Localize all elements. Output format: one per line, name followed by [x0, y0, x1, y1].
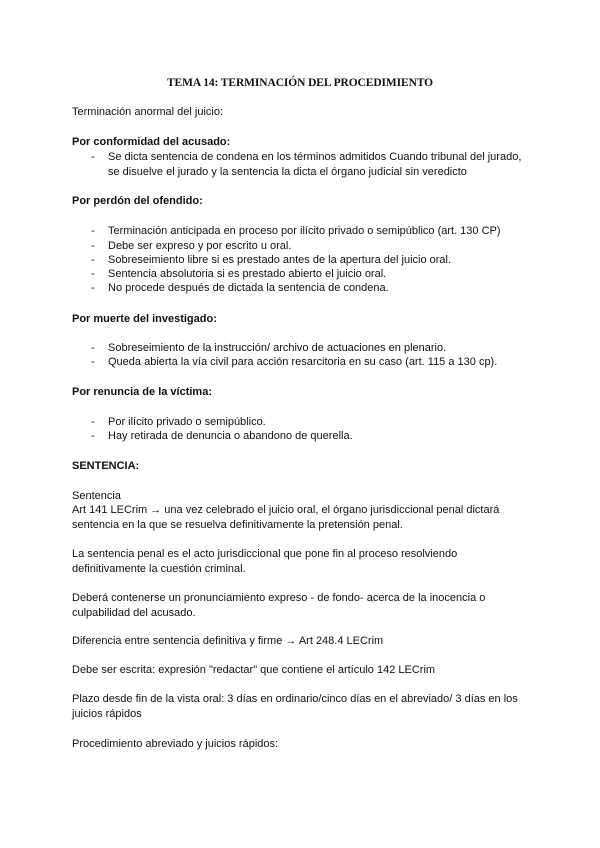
- list-item-text: Terminación anticipada en proceso por ilícito privado o semipúblico (art. 130 CP): [108, 225, 501, 237]
- list-item-text: Sobreseimiento de la instrucción/ archivo de actuaciones en plenario.: [108, 342, 447, 354]
- list-dash: -: [91, 416, 95, 428]
- paragraph: Procedimiento abreviado y juicios rápidos:: [72, 738, 279, 750]
- paragraph: Diferencia entre sentencia definitiva y firme → Art 248.4 LECrim: [72, 635, 384, 647]
- list-item: [91, 267, 536, 282]
- list-dash: -: [91, 356, 95, 368]
- heading-renuncia: Por renuncia de la víctima:: [72, 386, 212, 398]
- list-item-text: Sobreseimiento libre si es prestado antes de la apertura del juicio oral.: [108, 254, 452, 266]
- list-dash: -: [91, 254, 95, 266]
- heading-perdon: Por perdón del ofendido:: [72, 195, 203, 207]
- list-dash: -: [91, 430, 95, 442]
- list-item-text: Por ilícito privado o semipúblico.: [108, 416, 266, 428]
- list-item: [91, 150, 536, 180]
- intro-text: Terminación anormal del juicio:: [72, 106, 224, 118]
- list-item-text: Hay retirada de denuncia o abandono de querella.: [108, 430, 353, 442]
- paragraph: Deberá contenerse un pronunciamiento expreso - de fondo- acerca de la inocencia o culpabilidad del acusado.: [72, 592, 486, 619]
- paragraph: Art 141 LECrim → una vez celebrado el juicio oral, el órgano jurisdiccional penal dictará sentencia en la que se resuelva definitivamente la pretensión penal.: [72, 504, 500, 531]
- list-item-text: No procede después de dictada la sentencia de condena.: [108, 282, 389, 294]
- heading-sentencia: SENTENCIA:: [72, 460, 140, 472]
- list-dash: -: [91, 268, 95, 280]
- list-dash: -: [91, 282, 95, 294]
- list-item: [91, 341, 536, 356]
- list-item-text: Queda abierta la vía civil para acción resarcitoria en su caso (art. 115 a 130 cp).: [108, 356, 498, 368]
- list-dash: -: [91, 240, 95, 252]
- heading-conformidad: Por conformidad del acusado:: [72, 136, 231, 148]
- paragraph: Sentencia: [72, 490, 121, 502]
- heading-muerte: Por muerte del investigado:: [72, 313, 217, 325]
- list-item: [91, 429, 536, 444]
- list-dash: -: [91, 225, 95, 237]
- list-item: [91, 253, 536, 268]
- list-dash: -: [91, 151, 95, 163]
- paragraph: La sentencia penal es el acto jurisdiccional que pone fin al proceso resolviendo definitivamente la cuestión criminal.: [72, 548, 458, 575]
- list-item-text: Sentencia absolutoria si es prestado abierto el juicio oral.: [108, 268, 387, 280]
- list-item: [91, 281, 536, 296]
- list-item-text: Debe ser expreso y por escrito u oral.: [108, 240, 292, 252]
- list-item-text: Se dicta sentencia de condena en los términos admitidos Cuando tribunal del jurado, se disuelve el jurado y la sentencia la dicta el órgano judicial sin veredicto: [108, 151, 522, 178]
- paragraph: Plazo desde fin de la vista oral: 3 días en ordinario/cinco días en el abreviado/ 3 días en los juicios rápidos: [72, 693, 518, 720]
- document-title: TEMA 14: TERMINACIÓN DEL PROCEDIMIENTO: [166, 77, 434, 89]
- list-dash: -: [91, 342, 95, 354]
- list-item: [91, 224, 536, 239]
- list-item: [91, 239, 536, 254]
- list-item: [91, 355, 536, 370]
- paragraph: Debe ser escrita: expresión "redactar" que contiene el artículo 142 LECrim: [72, 664, 436, 676]
- list-item: [91, 415, 536, 430]
